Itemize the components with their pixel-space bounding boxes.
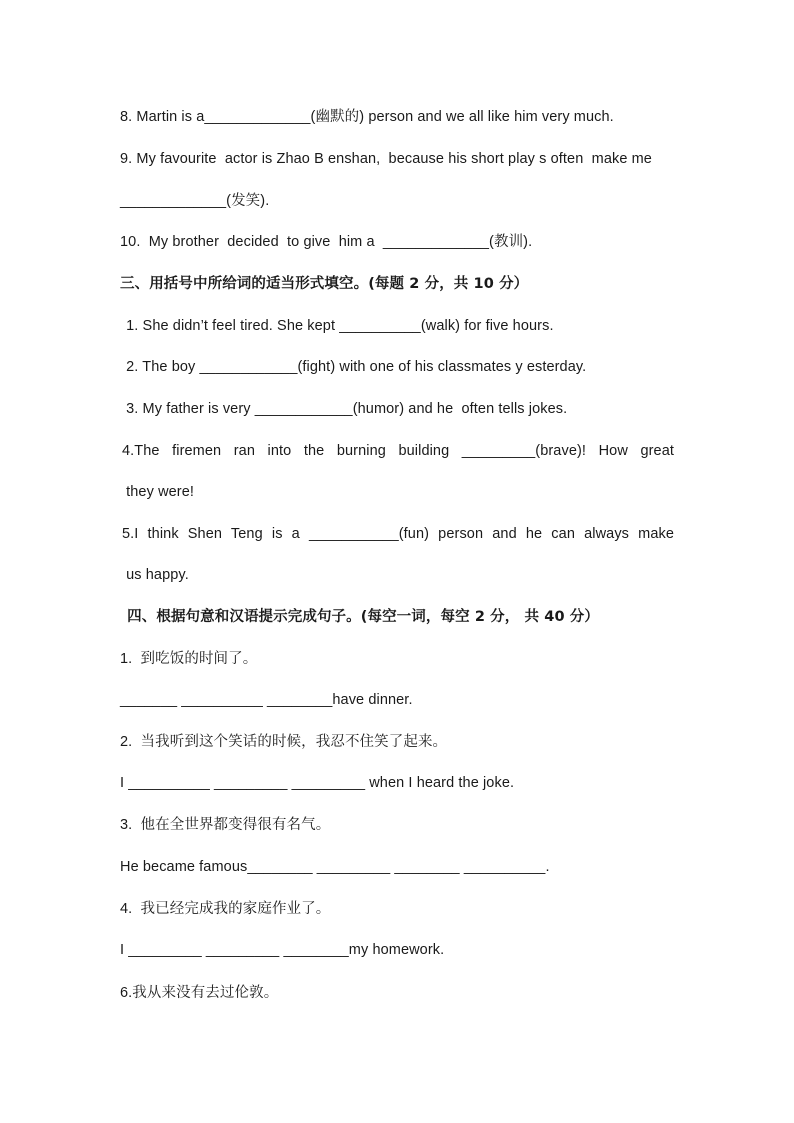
question-8: 8. Martin is a_____________(幽默的) person and we all like him very much. [120, 109, 614, 125]
section-3-question-4: 4.The firemen ran into the burning building _________(brave)! How great [122, 443, 674, 459]
section-4-question-6-prompt: 6.我从来没有去过伦敦。 [120, 985, 279, 1001]
question-9-blank: _____________(发笑). [120, 193, 270, 209]
section-4-question-3-answer: He became famous________ _________ ________ __________. [120, 859, 550, 875]
section-3-heading: 三、用括号中所给词的适当形式填空。(每题 2 分，共 10 分） [120, 276, 529, 292]
section-4-question-2-prompt: 2. 当我听到这个笑话的时候，我忍不住笑了起来。 [120, 734, 448, 750]
section-4-question-1-prompt: 1. 到吃饭的时间了。 [120, 651, 258, 667]
question-9: 9. My favourite actor is Zhao B enshan, because his short play s often make me [120, 151, 652, 167]
section-4-question-4-prompt: 4. 我已经完成我的家庭作业了。 [120, 901, 331, 917]
section-4-question-2-answer: I __________ _________ _________ when I heard the joke. [120, 775, 515, 791]
section-4-heading: 四、根据句意和汉语提示完成句子。(每空一词，每空 2 分， 共 40 分） [122, 609, 599, 625]
section-3-question-4-cont: they were! [122, 484, 195, 500]
section-3-question-2: 2. The boy ____________(fight) with one of his classmates y esterday. [122, 359, 587, 375]
section-3-question-5-cont: us happy. [122, 567, 189, 583]
section-3-question-3: 3. My father is very ____________(humor) and he often tells jokes. [122, 401, 568, 417]
section-4-question-3-prompt: 3. 他在全世界都变得很有名气。 [120, 817, 331, 833]
section-4-question-4-answer: I _________ _________ ________my homework. [120, 942, 445, 958]
section-4-question-1-answer: _______ __________ ________have dinner. [120, 692, 413, 708]
section-3-question-5: 5.I think Shen Teng is a ___________(fun) person and he can always make [122, 526, 674, 542]
question-10: 10. My brother decided to give him a _____________(教训). [120, 234, 533, 250]
section-3-question-1: 1. She didn’t feel tired. She kept __________(walk) for five hours. [122, 318, 554, 334]
